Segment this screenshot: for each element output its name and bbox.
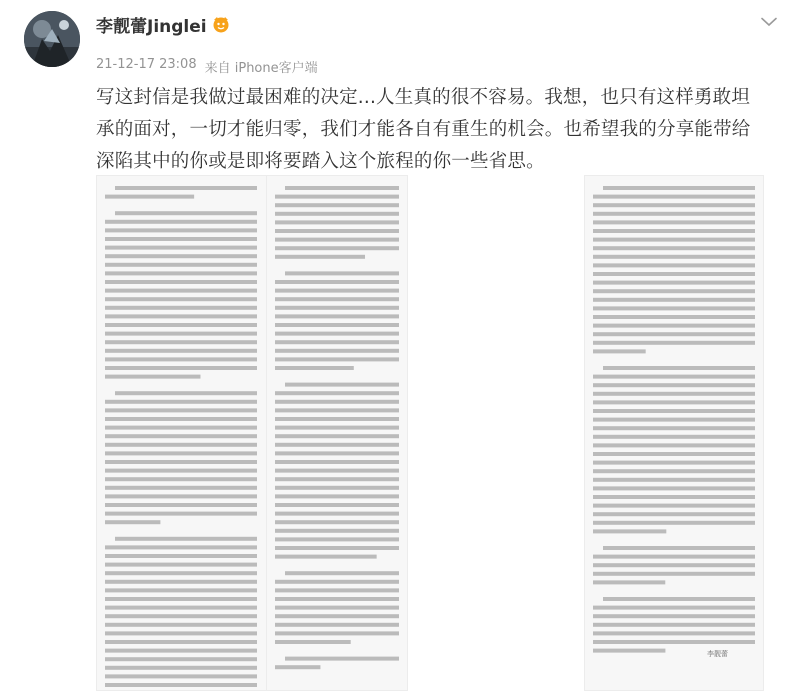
letter-text-line [603,186,755,190]
letter-text-line [275,460,399,464]
letter-text-line [105,323,257,327]
letter-text-line [593,623,755,627]
letter-text-line [275,443,399,447]
letter-text-line [593,212,755,216]
letter-text-line [105,649,257,653]
letter-text-line [593,555,755,559]
letter-text-line [285,271,399,275]
letter-text-line [105,614,257,618]
letter-text-line [593,289,755,293]
letter-text-line [275,451,399,455]
letter-text-line [275,665,320,669]
letter-text-line [275,340,399,344]
letter-text-line [593,504,755,508]
letter-text-line [115,211,257,215]
letter-text-line [593,263,755,267]
letter-text-line [593,461,755,465]
letter-text-line [105,520,160,524]
letter-text-line [603,366,755,370]
letter-text-line [105,683,257,687]
letter-text-line [593,478,755,482]
letter-text-line [593,349,646,353]
letter-page-3 [585,176,763,690]
letter-image-2[interactable] [266,175,408,691]
letter-text-line [275,238,399,242]
letter-text-line [593,306,755,310]
letter-text-line [105,460,257,464]
letter-text-line [593,529,666,533]
letter-text-line [105,571,257,575]
letter-text-line [285,657,399,661]
letter-text-line [275,520,399,524]
letter-text-line [275,546,399,550]
letter-text-line [275,606,399,610]
letter-text-line [105,674,257,678]
letter-text-line [105,443,257,447]
letter-text-line [105,512,257,516]
letter-text-line [593,495,755,499]
letter-text-line [593,272,755,276]
post-text: 写这封信是我做过最困难的决定...人生真的很不容易。我想，也只有这样勇敢坦承的面对，一切才能归零，我们才能各自有重生的机会。也希望我的分享能带给深陷其中的你或是即将要踏入这个旅程的你一些省思。 [96,87,751,172]
letter-text-line [105,503,257,507]
letter-text-line [593,203,755,207]
letter-text-line [593,486,755,490]
letter-text-line [105,340,257,344]
letter-text-line [275,597,399,601]
letter-text-line [105,271,257,275]
letter-text-line [105,366,257,370]
letter-text-line [105,400,257,404]
letter-text-line [275,640,351,644]
letter-text-line [275,503,399,507]
letter-text-line [105,469,257,473]
letter-text-line [593,640,755,644]
letter-text-line [593,580,665,584]
letter-text-line [593,649,665,653]
letter-text-line [105,306,257,310]
letter-text-line [275,623,399,627]
letter-text-line [593,409,755,413]
letter-text-line [593,383,755,387]
letter-text-line [275,580,399,584]
letter-text-line [593,521,755,525]
letter-text-line [105,554,257,558]
letter-text-line [275,417,399,421]
letter-image-3[interactable] [584,175,764,691]
letter-text-line [105,254,257,258]
letter-text-line [275,357,399,361]
letter-text-line [105,417,257,421]
letter-text-line [275,195,399,199]
letter-text-line [105,246,257,250]
author-name[interactable]: 李靓蕾Jinglei [96,16,207,37]
post-meta [96,57,318,76]
letter-text-line [285,571,399,575]
letter-text-line [275,212,399,216]
letter-text-line [105,195,194,199]
letter-text-line [105,434,257,438]
letter-text-line [275,280,399,284]
letter-text-line [593,614,755,618]
letter-text-line [275,408,399,412]
letter-text-line [593,606,755,610]
post-images [96,175,794,691]
letter-text-line [593,452,755,456]
letter-text-line [593,443,755,447]
letter-text-line [275,349,399,353]
letter-text-line [105,494,257,498]
letter-text-line [593,246,755,250]
letter-text-line [275,246,399,250]
letter-text-line [275,555,377,559]
letter-text-line [593,512,755,516]
letter-text-line [105,563,257,567]
letter-text-line [105,606,257,610]
letter-text-line [593,195,755,199]
letter-text-line [105,640,257,644]
letter-text-line [593,315,755,319]
letter-text-line [603,597,755,601]
letter-text-line [593,469,755,473]
letter-text-line [275,297,399,301]
letter-signature: 李靓蕾 [707,650,728,658]
avatar-photo [24,11,80,67]
letter-text-line [593,418,755,422]
letter-text-line [593,220,755,224]
letter-page-2 [267,176,407,690]
letter-text-line [593,631,755,635]
letter-text-line [115,186,257,190]
letter-text-line [275,289,399,293]
letter-text-line [593,332,755,336]
letter-text-line [275,512,399,516]
vip-badge-icon [211,15,231,33]
post-timestamp[interactable]: 21-12-17 23:08 [96,57,197,72]
letter-text-line [105,588,257,592]
letter-text-line [105,332,257,336]
letter-text-line [275,306,399,310]
letter-text-line [105,477,257,481]
letter-text-line [593,375,755,379]
letter-text-line [593,435,755,439]
letter-text-line [593,426,755,430]
letter-text-line [285,383,399,387]
letter-text-line [593,255,755,259]
letter-text-line [105,263,257,267]
letter-text-line [105,237,257,241]
author-header [96,11,231,37]
letter-text-line [275,426,399,430]
letter-text-line [275,366,354,370]
letter-text-line [105,289,257,293]
letter-text-line [593,298,755,302]
letter-text-line [275,220,399,224]
letter-text-line [593,281,755,285]
letter-text-line [603,546,755,550]
letter-text-line [275,469,399,473]
letter-text-line [105,357,257,361]
letter-text-line [275,332,399,336]
letter-text-line [105,375,200,379]
letter-text-line [105,408,257,412]
letter-text-line [105,657,257,661]
letter-text-line [105,486,257,490]
letter-text-line [115,537,257,541]
letter-text-line [275,323,399,327]
letter-text-line [105,426,257,430]
letter-text-line [275,477,399,481]
chevron-down-icon [761,17,777,27]
letter-text-line [105,631,257,635]
letter-text-line [115,391,257,395]
letter-text-line [275,494,399,498]
letter-text-line [105,314,257,318]
letter-text-line [593,324,755,328]
letter-text-line [275,314,399,318]
letter-text-line [593,238,755,242]
letter-text-line [105,451,257,455]
letter-text-line [275,434,399,438]
letter-text-line [285,186,399,190]
letter-text-line [275,229,399,233]
letter-text-line [105,297,257,301]
letter-text-line [275,391,399,395]
letter-text-line [593,563,755,567]
letter-text-line [275,255,365,259]
letter-text-line [105,597,257,601]
letter-text-line [593,229,755,233]
letter-text-line [593,341,755,345]
letter-text-line [275,529,399,533]
letter-text-line [593,392,755,396]
letter-text-line [275,631,399,635]
letter-text-line [275,203,399,207]
letter-text-line [275,486,399,490]
letter-text-line [593,572,755,576]
letter-text-line [105,220,257,224]
letter-text-line [593,400,755,404]
letter-text-line [275,400,399,404]
letter-text-line [105,545,257,549]
letter-text-line [275,614,399,618]
letter-text-line [105,349,257,353]
letter-text-line [105,280,257,284]
letter-text-line [275,537,399,541]
post-menu-button[interactable] [758,14,780,30]
letter-text-line [105,623,257,627]
letter-text-line [105,228,257,232]
post-source: 来自 iPhone客户端 [204,61,318,76]
avatar[interactable] [24,11,80,67]
letter-text-line [105,666,257,670]
letter-text-line [105,580,257,584]
letter-text-line [275,588,399,592]
